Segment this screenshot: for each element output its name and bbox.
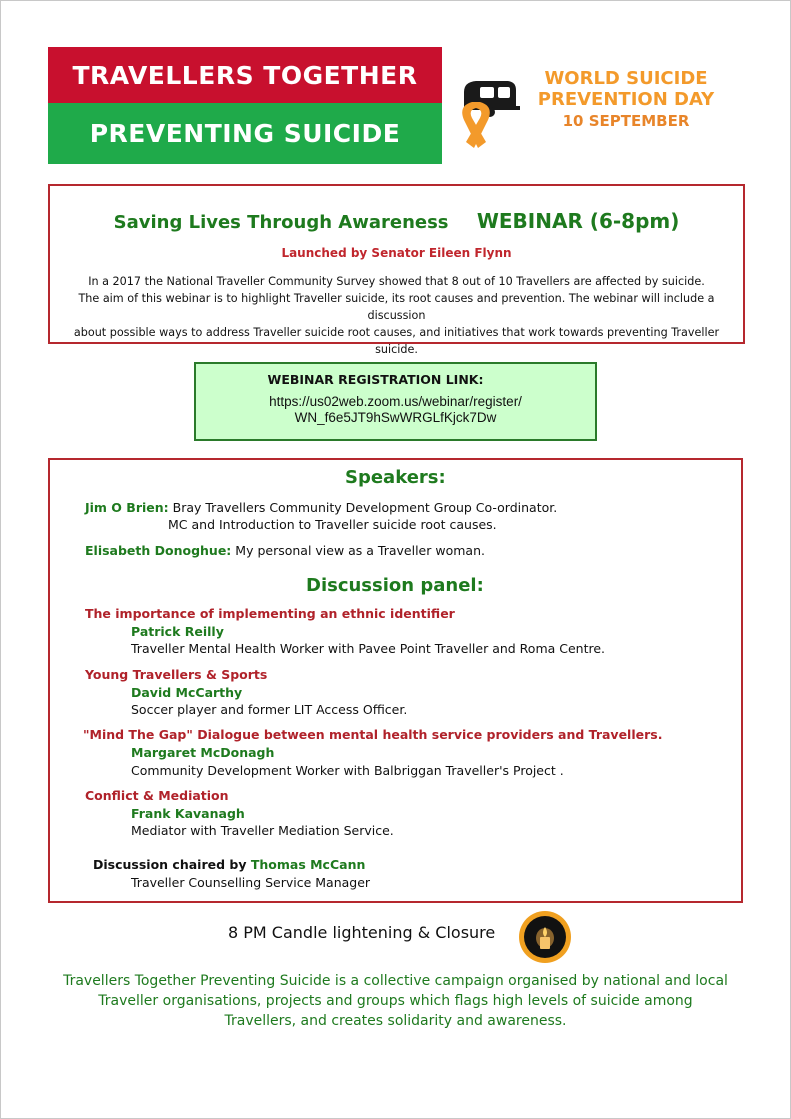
- speaker-1-role-2: MC and Introduction to Traveller suicide root causes.: [168, 517, 497, 532]
- caravan-ribbon-icon: [450, 72, 528, 152]
- wspd-line-2: PREVENTION DAY: [537, 89, 715, 110]
- banner-line-2: PREVENTING SUICIDE: [89, 119, 401, 148]
- panel-heading: Discussion panel:: [306, 575, 484, 596]
- speaker-2-role: My personal view as a Traveller woman.: [231, 543, 485, 558]
- chair-name: Thomas McCann: [250, 857, 366, 872]
- panel-speaker-2: David McCarthy: [131, 685, 243, 700]
- description-line-3: about possible ways to address Traveller suicide root causes, and initiatives that work towards preventing Traveller suicide.: [73, 326, 720, 356]
- campaign-description: [30, 971, 761, 1031]
- event-title-text: Saving Lives Through Awareness: [113, 212, 449, 233]
- panel-topic-3: "Mind The Gap" Dialogue between mental health service providers and Travellers.: [83, 727, 663, 742]
- world-suicide-prevention-day: [526, 68, 726, 132]
- speaker-1: [85, 500, 557, 515]
- speaker-1-name: Jim O Brien:: [85, 500, 169, 515]
- panel-role-1: Traveller Mental Health Worker with Pavee Point Traveller and Roma Centre.: [131, 641, 606, 656]
- registration-link[interactable]: [196, 394, 595, 426]
- candle-icon-background: [524, 916, 566, 958]
- registration-heading: WEBINAR REGISTRATION LINK:: [267, 372, 484, 387]
- speaker-2: [85, 543, 485, 558]
- registration-link-line-1[interactable]: https://us02web.zoom.us/webinar/register/: [269, 394, 522, 409]
- panel-role-2: Soccer player and former LIT Access Officer.: [131, 702, 408, 717]
- registration-box: [194, 362, 597, 441]
- wspd-date: 10 SEPTEMBER: [562, 112, 690, 130]
- speaker-2-name: Elisabeth Donoghue:: [85, 543, 232, 558]
- description-line-2: The aim of this webinar is to highlight Traveller suicide, its root causes and prevention. The webinar will include a discussion: [78, 292, 715, 322]
- panel-speaker-4: Frank Kavanagh: [131, 806, 245, 821]
- footer-line-1: Travellers Together Preventing Suicide is a collective campaign organised by national and local: [63, 973, 728, 989]
- banner-top: [48, 47, 442, 103]
- speaker-1-role: Bray Travellers Community Development Group Co-ordinator.: [168, 500, 558, 515]
- event-info-box: [48, 184, 745, 356]
- chair-role: Traveller Counselling Service Manager: [131, 875, 371, 890]
- webinar-time: WEBINAR (6-8pm): [476, 209, 680, 233]
- closure-text: 8 PM Candle lightening & Closure: [228, 923, 496, 942]
- footer-line-3: Travellers, and creates solidarity and awareness.: [224, 1013, 567, 1029]
- banner-bottom: [48, 103, 442, 164]
- speakers-heading: Speakers:: [345, 467, 446, 488]
- speakers-box: [48, 458, 743, 903]
- registration-link-line-2[interactable]: WN_f6e5JT9hSwWRGLfKjck7Dw: [294, 410, 497, 425]
- wspd-line-1: WORLD SUICIDE: [544, 68, 708, 89]
- launched-by: Launched by Senator Eileen Flynn: [281, 246, 512, 260]
- panel-topic-1: The importance of implementing an ethnic identifier: [85, 606, 455, 621]
- event-title: [50, 209, 743, 233]
- footer-line-2: Traveller organisations, projects and groups which flags high levels of suicide among: [98, 993, 693, 1009]
- event-description: [56, 273, 737, 358]
- panel-role-3: Community Development Worker with Balbriggan Traveller's Project .: [131, 763, 564, 778]
- banner-line-1: TRAVELLERS TOGETHER: [72, 60, 418, 90]
- description-line-1: In a 2017 the National Traveller Community Survey showed that 8 out of 10 Travellers are affected by suicide.: [88, 275, 705, 288]
- panel-speaker-3: Margaret McDonagh: [131, 745, 275, 760]
- candle-flame-icon: [524, 916, 566, 958]
- panel-topic-4: Conflict & Mediation: [85, 788, 229, 803]
- panel-speaker-1: Patrick Reilly: [131, 624, 224, 639]
- campaign-banner: [48, 47, 442, 164]
- candle-icon: [519, 911, 571, 963]
- panel-topic-2: Young Travellers & Sports: [85, 667, 268, 682]
- panel-role-4: Mediator with Traveller Mediation Service.: [131, 823, 394, 838]
- chair-line: [93, 857, 365, 872]
- chair-prefix: Discussion chaired by: [93, 857, 251, 872]
